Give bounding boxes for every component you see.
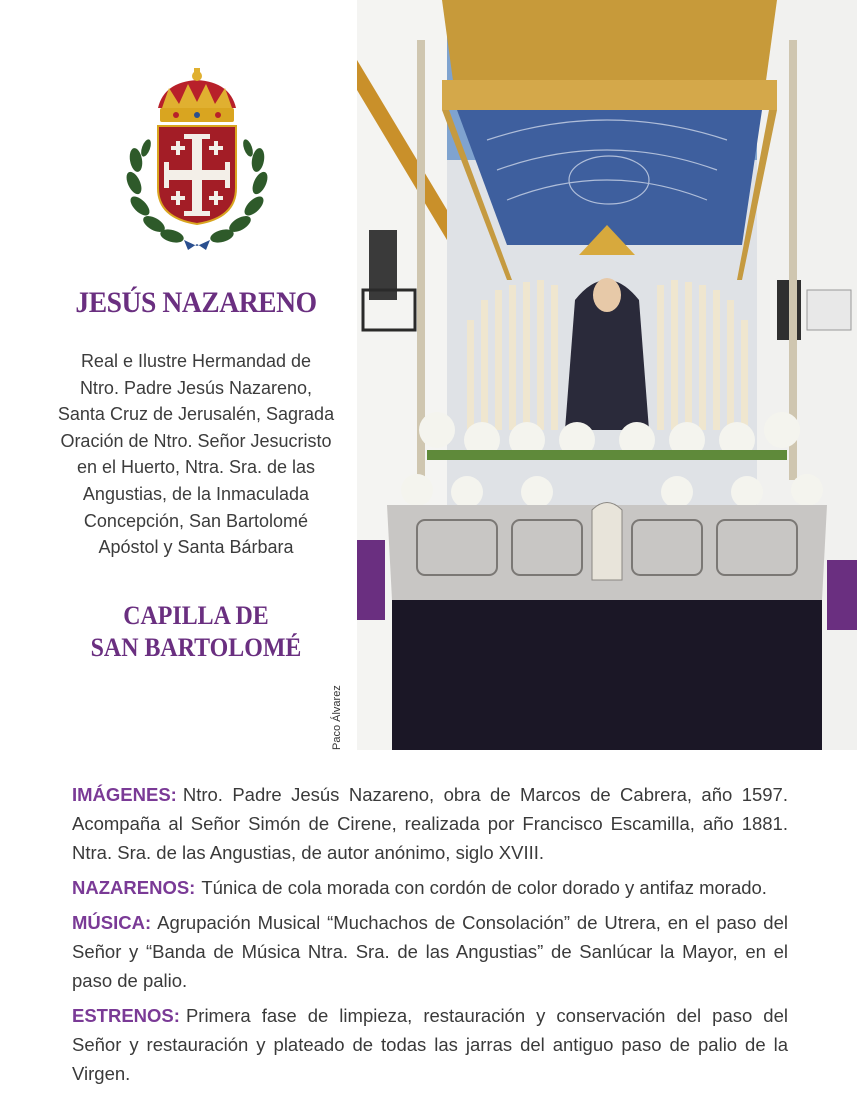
brotherhood-full-name bbox=[50, 348, 342, 561]
subtitle-line: Real e Ilustre Hermandad de bbox=[80, 351, 312, 371]
subtitle-line: Santa Cruz de Jerusalén, Sagrada bbox=[57, 404, 335, 425]
imagenes-label: IMÁGENES: bbox=[72, 784, 177, 805]
crest-emblem-icon bbox=[124, 68, 270, 250]
subtitle-line: Oración de Ntro. Señor Jesucristo bbox=[60, 430, 332, 451]
subtitle-line: Concepción, San Bartolomé bbox=[83, 510, 309, 531]
nazarenos-paragraph bbox=[72, 873, 788, 902]
pallium-float-image bbox=[357, 0, 857, 750]
imagenes-paragraph bbox=[72, 780, 788, 867]
subtitle-line: Apóstol y Santa Bárbara bbox=[98, 537, 294, 558]
musica-text: Agrupación Musical “Muchachos de Consolación” de Utrera, en el paso del Señor y “Banda de Música Ntra. Sra. de las Angustias” de Sanlúcar la Mayor, en el paso de palio. bbox=[72, 912, 788, 991]
chapel-line: SAN BARTOLOMÉ bbox=[90, 633, 302, 662]
imagenes-text: Ntro. Padre Jesús Nazareno, obra de Marcos de Cabrera, año 1597. Acompaña al Señor Simón de Cirene, realizada por Francisco Escamilla, año 1881. Ntra. Sra. de las Angustias, de autor anónimo, siglo XVIII. bbox=[72, 784, 788, 863]
chapel-name bbox=[52, 600, 339, 664]
subtitle-line: Angustias, de la Inmaculada bbox=[82, 483, 310, 504]
subtitle-line: en el Huerto, Ntra. Sra. de las bbox=[76, 457, 316, 478]
nazarenos-text: Túnica de cola morada con cordón de color dorado y antifaz morado. bbox=[201, 877, 767, 898]
subtitle-line: Ntro. Padre Jesús Nazareno, bbox=[79, 377, 313, 398]
nazarenos-label: NAZARENOS: bbox=[72, 877, 196, 898]
photo-credit: Paco Álvarez bbox=[331, 685, 343, 750]
chapel-line: CAPILLA DE bbox=[123, 601, 269, 630]
brotherhood-title: JESÚS NAZARENO bbox=[75, 286, 317, 319]
musica-label: MÚSICA: bbox=[72, 912, 152, 933]
estrenos-paragraph bbox=[72, 1001, 788, 1088]
estrenos-label: ESTRENOS: bbox=[72, 1005, 180, 1026]
info-section bbox=[72, 780, 788, 1094]
brotherhood-crest bbox=[124, 68, 270, 250]
musica-paragraph bbox=[72, 908, 788, 995]
estrenos-text: Primera fase de limpieza, restauración y conservación del paso del Señor y restauración y plateado de todas las jarras del antiguo paso de palio de la Virgen. bbox=[72, 1005, 788, 1084]
procession-photo bbox=[357, 0, 857, 750]
